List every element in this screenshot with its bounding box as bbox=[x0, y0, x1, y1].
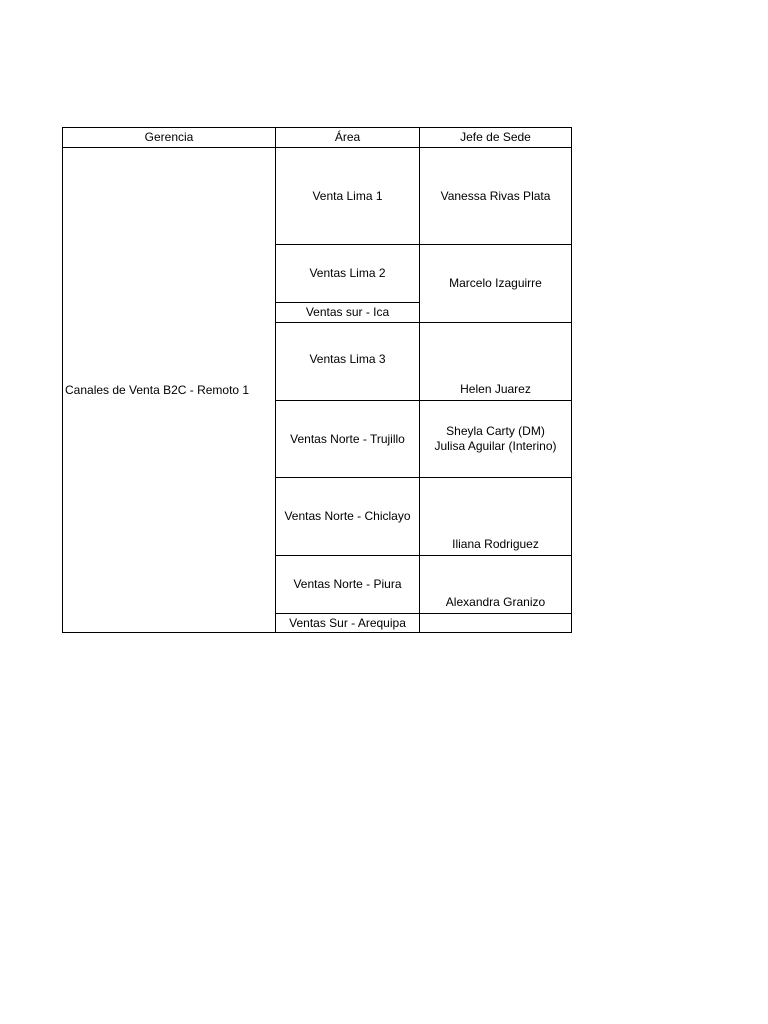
header-gerencia bbox=[62, 127, 276, 148]
area-value: Ventas Norte - Trujillo bbox=[290, 431, 405, 446]
header-jefe-label: Jefe de Sede bbox=[460, 130, 531, 144]
area-value: Ventas Sur - Arequipa bbox=[289, 615, 406, 630]
jefe-cell bbox=[419, 555, 572, 614]
jefe-cell bbox=[419, 147, 572, 245]
jefe-value: Marcelo Izaguirre bbox=[449, 276, 542, 290]
header-jefe-de-sede bbox=[419, 127, 572, 148]
jefe-cell bbox=[419, 477, 572, 556]
jefe-value: Vanessa Rivas Plata bbox=[440, 188, 551, 203]
jefe-cell bbox=[419, 244, 572, 323]
area-cell bbox=[275, 322, 420, 401]
area-cell bbox=[275, 613, 420, 633]
area-cell bbox=[275, 555, 420, 614]
gerencia-cell bbox=[62, 147, 276, 633]
area-cell bbox=[275, 400, 420, 478]
area-value: Ventas Lima 3 bbox=[309, 352, 386, 366]
area-value: Venta Lima 1 bbox=[312, 188, 383, 203]
jefe-cell bbox=[419, 322, 572, 401]
header-area bbox=[275, 127, 420, 148]
jefe-cell bbox=[419, 400, 572, 478]
area-value: Ventas Norte - Piura bbox=[293, 577, 402, 591]
jefe-value: Alexandra Granizo bbox=[445, 595, 546, 609]
header-area-label: Área bbox=[334, 130, 361, 144]
jefe-value: Helen Juarez bbox=[460, 382, 531, 396]
jefe-value-secondary: Julisa Aguilar (Interino) bbox=[434, 439, 557, 453]
area-value: Ventas Lima 2 bbox=[309, 266, 386, 280]
gerencia-value: Canales de Venta B2C - Remoto 1 bbox=[65, 382, 250, 397]
jefe-cell-empty bbox=[419, 613, 572, 633]
area-value: Ventas sur - Ica bbox=[305, 305, 390, 319]
spreadsheet-table bbox=[62, 127, 572, 633]
area-cell bbox=[275, 244, 420, 303]
area-cell bbox=[275, 147, 420, 245]
area-cell bbox=[275, 302, 420, 323]
area-value: Ventas Norte - Chiclayo bbox=[284, 509, 411, 523]
jefe-value: Sheyla Carty (DM) bbox=[446, 424, 545, 438]
area-cell bbox=[275, 477, 420, 556]
jefe-value: Iliana Rodriguez bbox=[452, 537, 539, 551]
header-gerencia-label: Gerencia bbox=[144, 130, 194, 144]
